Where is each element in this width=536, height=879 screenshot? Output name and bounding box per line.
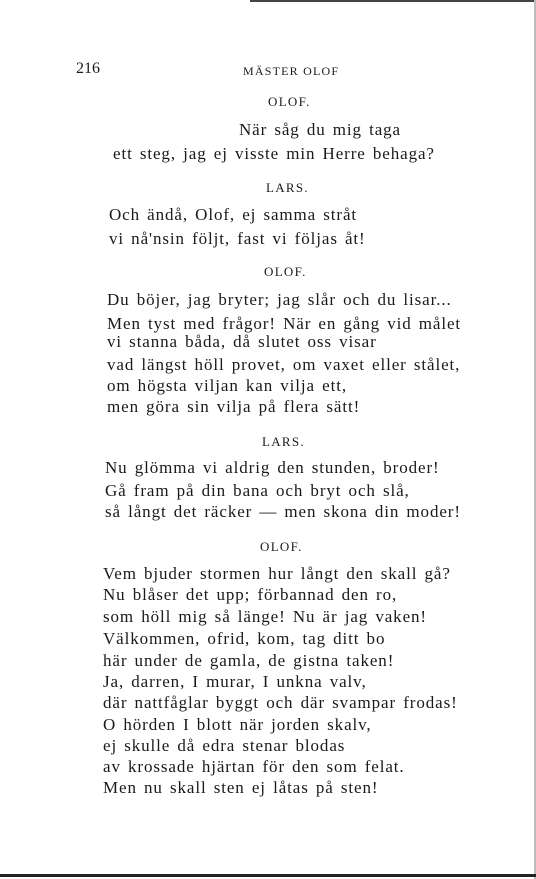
speaker-name: OLOF.: [260, 539, 303, 554]
verse-line: Nu glömma vi aldrig den stunden, broder!: [105, 458, 440, 477]
speaker-name: OLOF.: [264, 264, 307, 279]
verse-line: Vem bjuder stormen hur långt den skall gå?: [103, 564, 451, 583]
verse-line: av krossade hjärtan för den som felat.: [103, 757, 405, 776]
verse-line: där nattfåglar byggt och där svampar frodas!: [103, 693, 458, 712]
verse-line: Välkommen, ofrid, kom, tag ditt bo: [103, 629, 386, 648]
page-number: 216: [76, 60, 100, 77]
verse-line: som höll mig så länge! Nu är jag vaken!: [103, 607, 427, 626]
verse-line: vi stanna båda, då slutet oss visar: [107, 332, 377, 351]
speaker-name: LARS.: [262, 434, 305, 449]
verse-line: men göra sin vilja på flera sätt!: [107, 397, 361, 416]
verse-line: så långt det räcker — men skona din moder!: [105, 502, 461, 521]
verse-line: Gå fram på din bana och bryt och slå,: [105, 481, 410, 500]
verse-line: ett steg, jag ej visste min Herre behaga?: [113, 144, 435, 163]
verse-line: Men nu skall sten ej låtas på sten!: [103, 778, 379, 797]
speaker-name: LARS.: [266, 180, 309, 195]
verse-line: om högsta viljan kan vilja ett,: [107, 376, 347, 395]
verse-line: vad längst höll provet, om vaxet eller stålet,: [107, 355, 461, 374]
verse-line: Nu blåser det upp; förbannad den ro,: [103, 585, 398, 604]
running-head: MÄSTER OLOF: [243, 64, 340, 78]
verse-line: Du böjer, jag bryter; jag slår och du lisar...: [107, 290, 452, 309]
verse-line: Ja, darren, I murar, I unkna valv,: [103, 672, 367, 691]
verse-line: När såg du mig taga: [239, 120, 402, 139]
top-edge-rule: [250, 0, 536, 2]
verse-line: vi nå'nsin följt, fast vi följas åt!: [109, 229, 366, 248]
verse-line: ej skulle då edra stenar blodas: [103, 736, 346, 755]
verse-line: här under de gamla, de gistna taken!: [103, 651, 395, 670]
bottom-edge-rule: [0, 874, 536, 877]
verse-line: Men tyst med frågor! När en gång vid målet: [107, 314, 462, 333]
verse-line: O hörden I blott när jorden skalv,: [103, 715, 372, 734]
verse-line: Och ändå, Olof, ej samma stråt: [109, 205, 358, 224]
speaker-name: OLOF.: [268, 94, 311, 109]
